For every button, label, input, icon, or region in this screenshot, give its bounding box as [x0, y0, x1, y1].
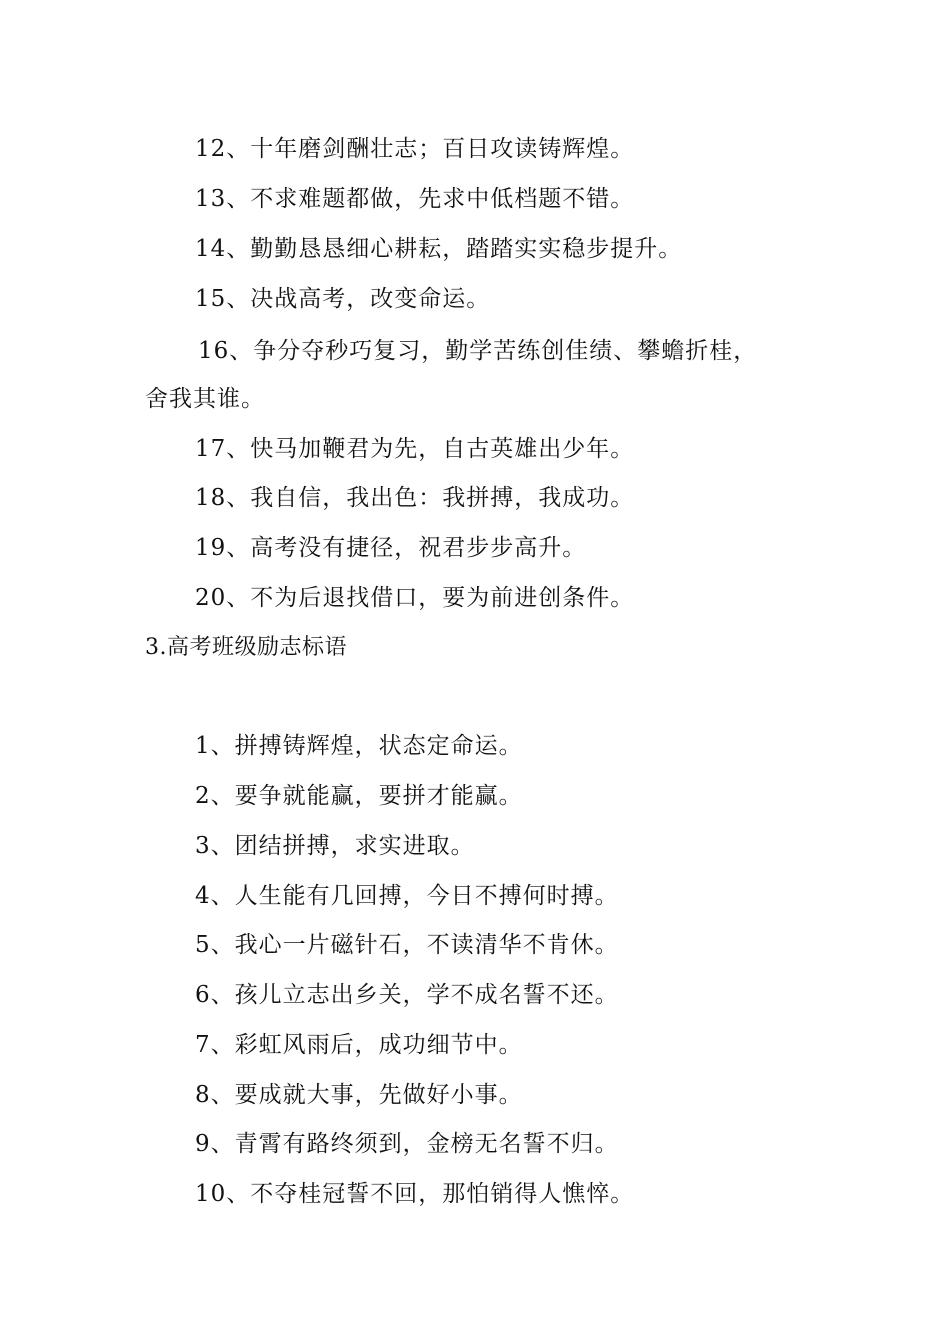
- list-item: 3、团结拼搏，求实进取。: [195, 833, 475, 859]
- list-item: 15、决战高考，改变命运。: [195, 286, 491, 312]
- list-item: 5、我心一片磁针石，不读清华不肯休。: [195, 932, 619, 958]
- list-item: 4、人生能有几回搏，今日不搏何时搏。: [195, 883, 619, 909]
- list-item: 18、我自信，我出色：我拼搏，我成功。: [195, 485, 635, 511]
- list-item: 2、要争就能赢，要拼才能赢。: [195, 783, 523, 809]
- list-item: 7、彩虹风雨后，成功细节中。: [195, 1032, 523, 1058]
- list-item: 19、高考没有捷径，祝君步步高升。: [195, 535, 587, 561]
- list-item-continuation: 舍我其谁。: [145, 386, 265, 412]
- list-item: 9、青霄有路终须到，金榜无名誓不归。: [195, 1131, 619, 1157]
- list-item: 14、勤勤恳恳细心耕耘，踏踏实实稳步提升。: [195, 236, 683, 262]
- list-item: 17、快马加鞭君为先，自古英雄出少年。: [195, 436, 635, 462]
- list-item: 16、争分夺秒巧复习，勤学苦练创佳绩、攀蟾折桂，: [198, 338, 758, 364]
- list-item: 6、孩儿立志出乡关，学不成名誓不还。: [195, 982, 619, 1008]
- list-item: 13、不求难题都做，先求中低档题不错。: [195, 186, 635, 212]
- list-item: 1、拼搏铸辉煌，状态定命运。: [195, 733, 523, 759]
- list-item: 10、不夺桂冠誓不回，那怕销得人憔悴。: [195, 1181, 635, 1207]
- list-item: 12、十年磨剑酬壮志；百日攻读铸辉煌。: [195, 136, 635, 162]
- list-item: 8、要成就大事，先做好小事。: [195, 1082, 523, 1108]
- list-item: 20、不为后退找借口，要为前进创条件。: [195, 585, 635, 611]
- section-heading: 3.高考班级励志标语: [145, 635, 347, 660]
